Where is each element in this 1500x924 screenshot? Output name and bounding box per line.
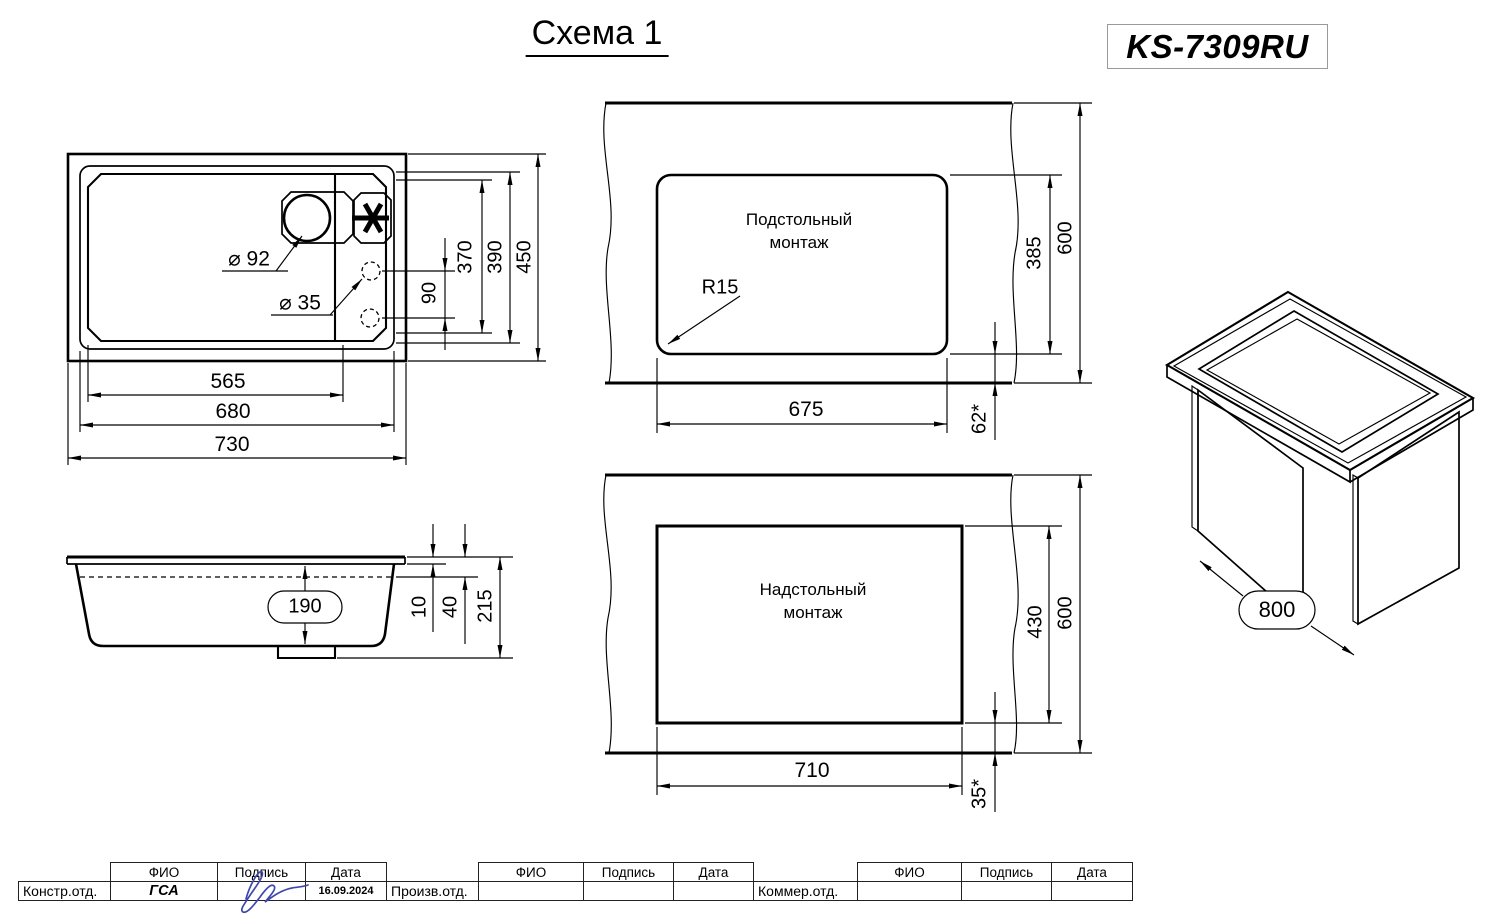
header-fio-1: ФИО — [111, 863, 218, 882]
tub-profile — [76, 564, 394, 646]
iso-view — [1167, 292, 1473, 655]
dim-hole-spacing: 90 — [418, 281, 441, 305]
dim-overall-height: 215 — [474, 589, 497, 623]
dim-cabinet-width: 800 — [1258, 597, 1296, 622]
header-sign-1: Подпись — [218, 863, 306, 882]
dept-proizv: Произв.отд. — [387, 882, 479, 901]
sign-kommer-cell — [962, 882, 1052, 901]
title-block-header-row — [19, 863, 1133, 882]
undermount-cutout — [657, 175, 947, 354]
header-spacer — [754, 863, 858, 882]
left-panel-edge — [1192, 386, 1198, 531]
dim-inner-depth: 370 — [454, 240, 477, 274]
title-block-table — [18, 862, 1133, 901]
header-date-3: Дата — [1052, 863, 1133, 882]
under-mount-label-line1: Подстольный — [745, 210, 853, 229]
date-constr: 16.09.2024 — [306, 882, 387, 901]
fio-constr: ГСА — [111, 882, 218, 901]
dim-back-offset-over: 35* — [968, 778, 991, 810]
cutout-outer — [1199, 311, 1438, 452]
dim-counter-depth-under: 600 — [1054, 221, 1077, 255]
date-proizv — [674, 882, 754, 901]
countertop-thickness — [1167, 365, 1473, 482]
faucet-hole-top — [362, 262, 380, 280]
drain-hole-circle — [284, 195, 330, 241]
break-line-left — [604, 103, 612, 383]
side-view — [67, 524, 513, 658]
countertop-outer — [1167, 292, 1473, 470]
dim-bowl-width: 565 — [210, 370, 246, 393]
model-number-box — [1107, 24, 1328, 69]
date-kommer — [1052, 882, 1133, 901]
right-panel — [1358, 412, 1459, 624]
under-mount-dimensions — [657, 103, 1092, 440]
header-spacer — [387, 863, 479, 882]
header-fio-3: ФИО — [858, 863, 962, 882]
dim-overcut-depth: 430 — [1024, 605, 1047, 639]
faucet-hole-bottom — [361, 309, 379, 327]
break-line-right — [1011, 475, 1018, 753]
dim-corner-radius: R15 — [701, 276, 739, 299]
under-mount-label-line2: монтаж — [769, 233, 829, 252]
break-line-left — [604, 475, 612, 753]
dim-overall-width: 730 — [214, 433, 250, 456]
dim-rim-depth: 390 — [484, 240, 507, 274]
drain-stub — [278, 646, 335, 658]
leader-r15 — [668, 296, 740, 344]
break-line-right — [1011, 103, 1018, 383]
header-sign-3: Подпись — [962, 863, 1052, 882]
model-number: KS-7309RU — [1126, 27, 1309, 65]
dept-constr: Констр.отд. — [19, 882, 111, 901]
header-date-2: Дата — [674, 863, 754, 882]
header-fio-2: ФИО — [479, 863, 584, 882]
overmount-cutout — [657, 526, 962, 723]
fio-proizv — [479, 882, 584, 901]
cutout-inner — [1207, 319, 1430, 444]
fio-kommer — [858, 882, 962, 901]
over-mount-label-line1: Надстольный — [759, 580, 867, 599]
header-spacer — [19, 863, 111, 882]
dim-back-offset-under: 62* — [968, 403, 991, 435]
dim-drain-diameter: ⌀ 92 — [228, 247, 270, 271]
dim-undercut-width: 675 — [788, 398, 824, 421]
dim-rim-zone: 40 — [439, 595, 462, 619]
dim-counter-depth-over: 600 — [1054, 596, 1077, 630]
sign-constr-cell — [218, 882, 306, 901]
dim-bowl-depth: 190 — [288, 595, 322, 618]
page-title: Схема 1 — [526, 14, 669, 57]
dim-rim-width: 680 — [215, 400, 251, 423]
dim-overcut-width: 710 — [794, 759, 830, 782]
dim-overall-depth: 450 — [513, 240, 536, 274]
under-mount-view — [604, 103, 1092, 440]
overflow-asterisk-icon — [352, 204, 389, 232]
over-mount-view — [604, 475, 1092, 812]
header-date-1: Дата — [306, 863, 387, 882]
dim-rim-lip: 10 — [408, 595, 431, 619]
sign-proizv-cell — [584, 882, 674, 901]
dim-undercut-depth: 385 — [1023, 236, 1046, 270]
header-sign-2: Подпись — [584, 863, 674, 882]
over-mount-label-line2: монтаж — [783, 603, 843, 622]
dim-faucet-diameter: ⌀ 35 — [279, 291, 321, 315]
title-block-data-row — [19, 882, 1133, 901]
dept-kommer: Коммер.отд. — [754, 882, 858, 901]
